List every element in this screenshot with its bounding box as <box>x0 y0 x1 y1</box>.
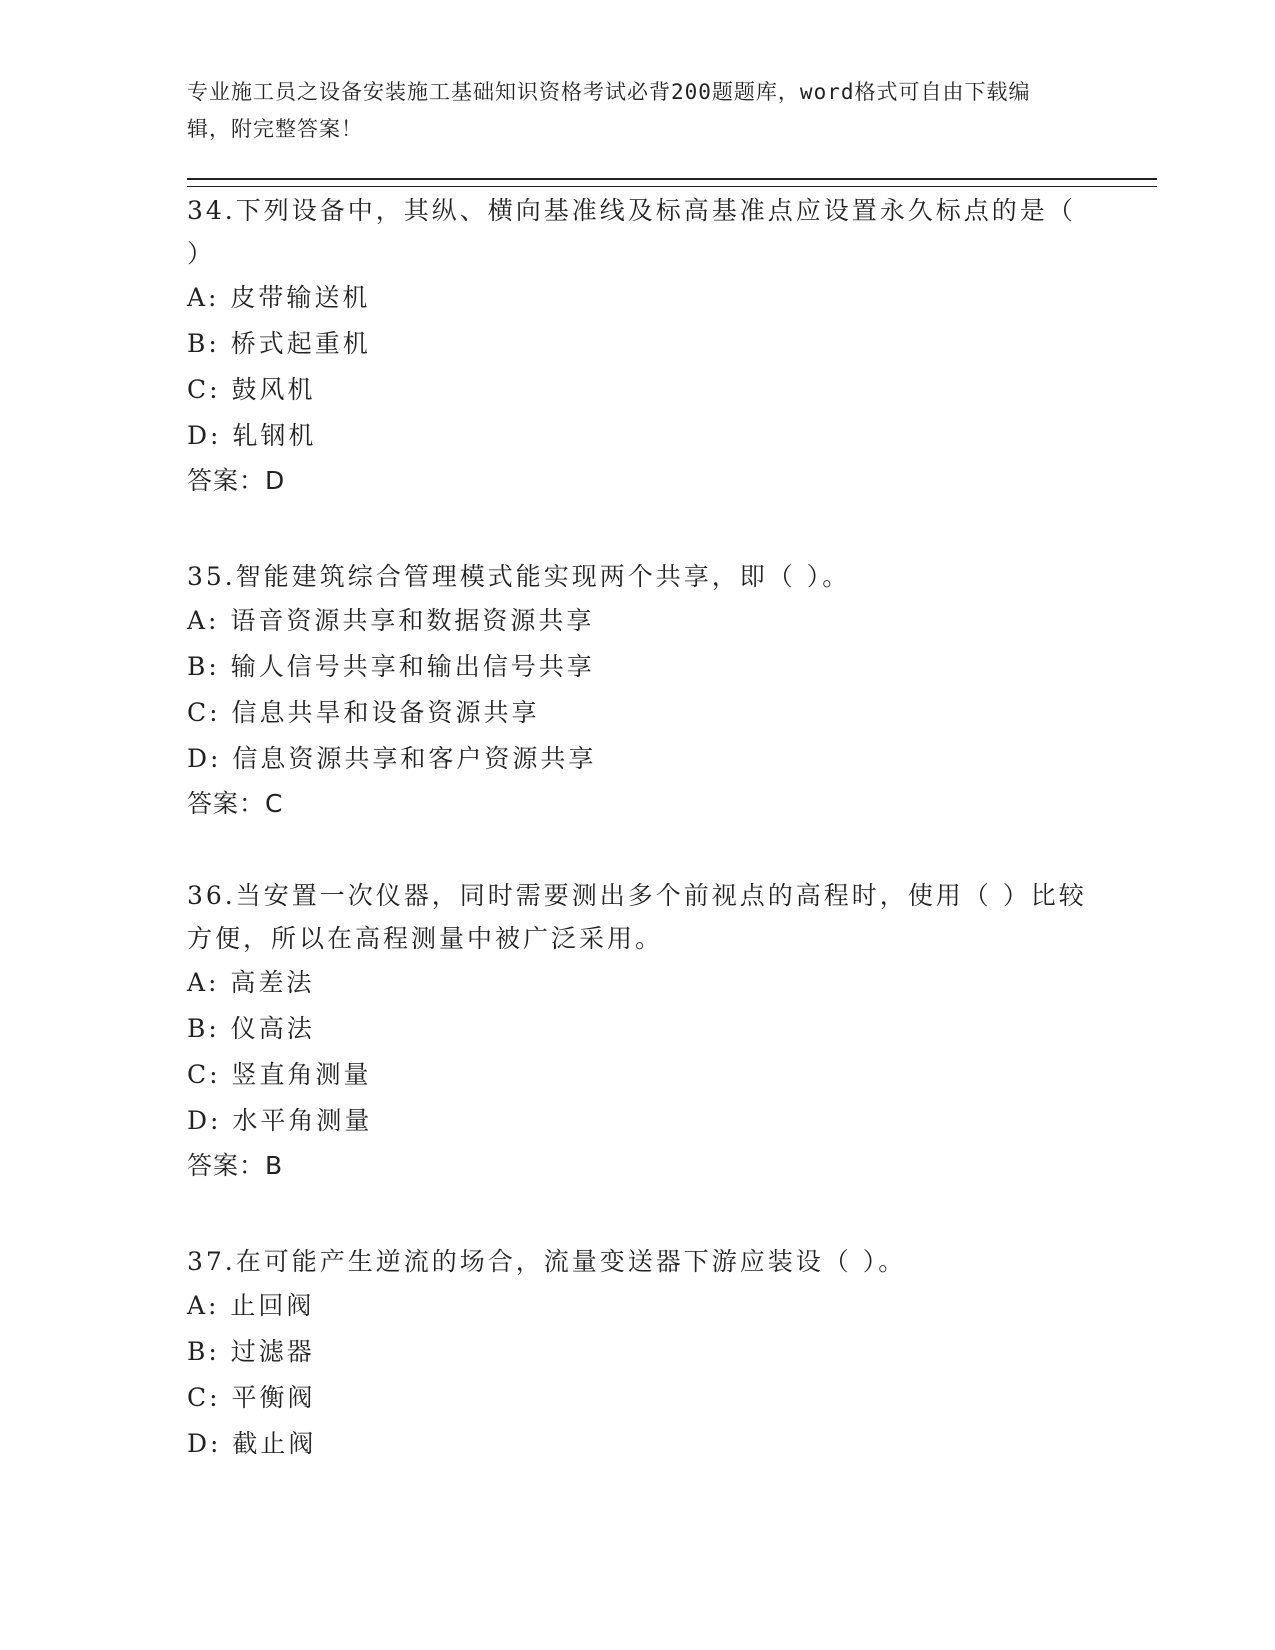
option-d: D: 水平角测量 <box>187 1106 373 1135</box>
option-a: A: 高差法 <box>187 968 315 997</box>
option-c: C: 平衡阀 <box>187 1383 316 1412</box>
option-d: D: 轧钢机 <box>187 421 317 450</box>
answer: 答案：D <box>187 466 286 495</box>
option-b: B: 仪高法 <box>187 1014 315 1043</box>
question-text: 34.下列设备中，其纵、横向基准线及标高基准点应设置永久标点的是（ ） <box>187 196 1076 268</box>
option-c: C: 信息共旱和设备资源共享 <box>187 698 540 727</box>
option-d: D: 截止阀 <box>187 1429 317 1458</box>
option-b: B: 桥式起重机 <box>187 329 371 358</box>
question-37 <box>187 1240 1087 1467</box>
question-35 <box>187 555 1087 826</box>
option-c: C: 鼓风机 <box>187 375 316 404</box>
option-d: D: 信息资源共享和客户资源共享 <box>187 744 597 773</box>
document-page <box>187 0 1157 1650</box>
option-c: C: 竖直角测量 <box>187 1060 372 1089</box>
answer: 答案：B <box>187 1151 284 1180</box>
option-a: A: 皮带输送机 <box>187 283 371 312</box>
option-b: B: 输人信号共享和输出信号共享 <box>187 652 595 681</box>
question-36 <box>187 874 1087 1188</box>
question-text: 37.在可能产生逆流的场合，流量变送器下游应装设（ ）。 <box>187 1247 907 1276</box>
question-34 <box>187 189 1087 503</box>
option-a: A: 止回阀 <box>187 1291 315 1320</box>
answer: 答案：C <box>187 789 284 818</box>
option-b: B: 过滤器 <box>187 1337 315 1366</box>
question-text: 36.当安置一次仪器，同时需要测出多个前视点的高程时，使用（ ）比较方便，所以在高程测量中被广泛采用。 <box>187 881 1087 953</box>
document-title: 专业施工员之设备安装施工基础知识资格考试必背200题题库，word格式可自由下载编辑，附完整答案！ <box>187 80 1031 141</box>
header-divider <box>187 178 1157 187</box>
question-text: 35.智能建筑综合管理模式能实现两个共享，即（ ）。 <box>187 562 851 591</box>
option-a: A: 语音资源共享和数据资源共享 <box>187 606 595 635</box>
